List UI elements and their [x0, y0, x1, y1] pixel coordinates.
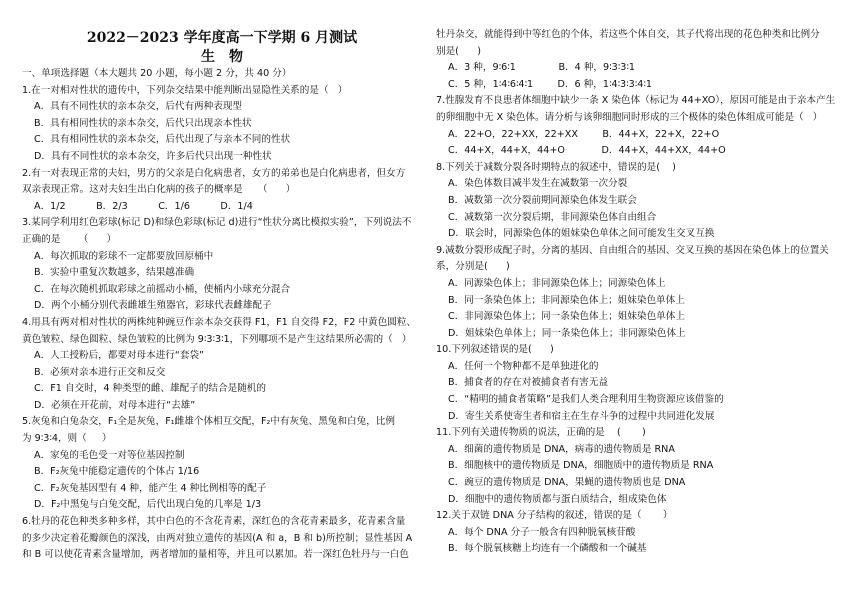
- answer-option: C．“精明的捕食者策略”是我们人类合理利用生物资源应该借鉴的: [448, 394, 724, 406]
- answer-option: A．染色体数目减半发生在减数第一次分裂: [448, 178, 628, 190]
- question-text: 8.下列关于减数分裂各时期特点的叙述中，错误的是( ): [436, 161, 676, 173]
- answer-option: C．F1 自交时，4 种类型的雌、雄配子的结合是随机的: [34, 383, 266, 395]
- question-text: 黄色皱粒、绿色圆粒、绿色皱粒的比例为 9∶3∶3∶1，下列哪项不是产生这结果所必需的（ ）: [22, 333, 412, 345]
- answer-option: D．姐妹染色单体上；同一条染色体上；非同源染色体上: [448, 327, 686, 339]
- question-text: 双亲表现正常。这对夫妇生出白化病的孩子的概率是 （ ）: [22, 184, 296, 196]
- answer-option: A．每次抓取的彩球不一定都要放回原桶中: [34, 250, 214, 262]
- question-text: 4.用具有两对相对性状的两株纯种豌豆作亲本杂交获得 F1，F1 自交得 F2，F2 中黄色圆粒、: [22, 316, 417, 328]
- answer-option: B．每个脱氧核糖上均连有一个磷酸和一个碱基: [448, 543, 647, 555]
- question-text: 11.下列有关遗传物质的说法，正确的是 ( ): [436, 427, 646, 439]
- question-text: 的多少决定着花瓣颜色的深浅，由两对独立遗传的基因(A 和 a，B 和 b)所控制；显性基因 A: [22, 532, 413, 544]
- subject-title: 生物: [201, 49, 257, 65]
- answer-option: D．F₂中黑兔与白兔交配，后代出现白兔的几率是 1/3: [34, 499, 262, 511]
- answer-option: C．减数第一次分裂后期，非同源染色体自由组合: [448, 211, 657, 223]
- question-text: 6.牡丹的花色种类多种多样，其中白色的不含花青素，深红色的含花青素最多，花青素含量: [22, 516, 406, 528]
- answer-option: A．任何一个物种都不是单独进化的: [448, 360, 599, 372]
- question-text: 为 9∶3∶4，则（ ）: [22, 433, 112, 445]
- question-text: 一、单项选择题（本大题共 20 小题，每小题 2 分，共 40 分）: [22, 68, 292, 79]
- answer-option: B．F₂灰兔中能稳定遗传的个体占 1/16: [34, 466, 200, 478]
- question-text: 5.灰兔和白兔杂交，F₁全是灰兔，F₁雌雄个体相互交配，F₂中有灰兔、黑兔和白兔，比例: [22, 416, 396, 428]
- answer-option: A．每个 DNA 分子一般含有四种脱氧核苷酸: [448, 526, 636, 538]
- answer-option: A．具有不同性状的亲本杂交，后代有两种表现型: [34, 101, 243, 113]
- answer-option: D．具有不同性状的亲本杂交，许多后代只出现一种性状: [34, 150, 272, 162]
- answer-option: A．人工授粉后，都要对母本进行“套袋”: [34, 350, 205, 362]
- answer-option: C．非同源染色体上；同一条染色体上；姐妹染色单体上: [448, 311, 685, 323]
- answer-option: A．家兔的毛色受一对等位基因控制: [34, 449, 185, 461]
- answer-option: C．5 种，1∶4∶6∶4∶1 D．6 种，1∶4∶3∶3∶4∶1: [448, 78, 652, 90]
- answer-option: A．22+O，22+XX，22+XX B．44+X，22+X，22+O: [448, 128, 720, 140]
- left-column: [22, 0, 422, 564]
- answer-option: A．细菌的遗传物质是 DNA，病毒的遗传物质是 RNA: [448, 443, 675, 455]
- question-text: 2.有一对表现正常的夫妇，男方的父亲是白化病患者，女方的弟弟也是白化病患者，但女方: [22, 167, 406, 179]
- answer-option: B．具有相同性状的亲本杂交，后代只出现亲本性状: [34, 117, 252, 129]
- answer-option: C．豌豆的遗传物质是 DNA，果蝇的遗传物质也是 DNA: [448, 477, 686, 489]
- answer-option: C．在每次随机抓取彩球之前摇动小桶，使桶内小球充分混合: [34, 283, 291, 295]
- answer-option: D．寄生关系使寄生者和宿主在生存斗争的过程中共同进化发展: [448, 410, 715, 422]
- answer-option: A．1/2 B．2/3 C．1/6 D．1/4: [34, 200, 253, 212]
- question-text: 1.在一对相对性状的遗传中，下列杂交结果中能判断出显隐性关系的是（ ）: [22, 84, 348, 96]
- right-question-list: [436, 27, 848, 558]
- answer-option: B．同一条染色体上；非同源染色体上；姐妹染色单体上: [448, 294, 685, 306]
- answer-option: B．减数第一次分裂前期同源染色体发生联会: [448, 194, 637, 206]
- answer-option: D．必须在开花前，对母本进行“去雄”: [34, 399, 196, 411]
- answer-option: C．44+X，44+X，44+O D．44+X，44+XX，44+O: [448, 145, 726, 157]
- question-text: 的卵细胞中无 X 染色体。请分析与该卵细胞同时形成的三个极体的染色体组成可能是（ ）: [436, 111, 823, 123]
- right-column: [436, 27, 848, 558]
- exam-title: 2022－2023 学年度高一下学期 6 月测试: [86, 30, 358, 46]
- answer-option: C．具有相同性状的亲本杂交，后代出现了与亲本不同的性状: [34, 134, 291, 146]
- question-text: 牡丹杂交，就能得到中等红色的个体，若这些个体自交，其子代将出现的花色种类和比例分: [436, 29, 820, 40]
- question-text: 12.关于双链 DNA 分子结构的叙述，错误的是（ ）: [436, 510, 673, 522]
- answer-option: C．F₂灰兔基因型有 4 种，能产生 4 种比例相等的配子: [34, 482, 267, 494]
- left-question-list: [22, 66, 422, 564]
- answer-option: B．实验中重复次数越多，结果越准确: [34, 267, 195, 279]
- question-text: 别是( ): [436, 45, 481, 57]
- answer-option: A．同源染色体上；非同源染色体上；同源染色体上: [448, 277, 666, 289]
- answer-option: B．细胞核中的遗传物质是 DNA，细胞质中的遗传物质是 RNA: [448, 460, 714, 472]
- question-text: 7.性腺发育不良患者体细胞中缺少一条 X 染色体（标记为 44+XO），原因可能是由于亲本产生: [436, 95, 836, 107]
- question-text: 3.某同学利用红色彩球(标记 D)和绿色彩球(标记 d)进行“性状分离比模拟实验”，下列说法不: [22, 217, 412, 229]
- answer-option: D．两个小桶分别代表雌雄生殖器官，彩球代表雌雄配子: [34, 300, 272, 312]
- answer-option: D．联会时，同源染色体的姐妹染色单体之间可能发生交叉互换: [448, 228, 715, 240]
- question-text: 系，分别是( ): [436, 261, 510, 273]
- question-text: 10.下列叙述错误的是( ): [436, 344, 554, 356]
- answer-option: D．细胞中的遗传物质都与蛋白质结合，组成染色体: [448, 493, 667, 505]
- answer-option: B．捕食者的存在对被捕食者有害无益: [448, 377, 609, 389]
- answer-option: A．3 种，9∶6∶1 B．4 种，9∶3∶3∶1: [448, 62, 635, 74]
- answer-option: B．必须对亲本进行正交和反交: [34, 366, 166, 378]
- question-text: 正确的是 （ ）: [22, 233, 117, 245]
- question-text: 9.减数分裂形成配子时，分离的基因、自由组合的基因、交叉互换的基因在染色体上的位置关: [436, 244, 829, 256]
- question-text: 和 B 可以使花青素含量增加，两者增加的量相等，并且可以累加。若一深红色牡丹与一白色: [22, 549, 409, 561]
